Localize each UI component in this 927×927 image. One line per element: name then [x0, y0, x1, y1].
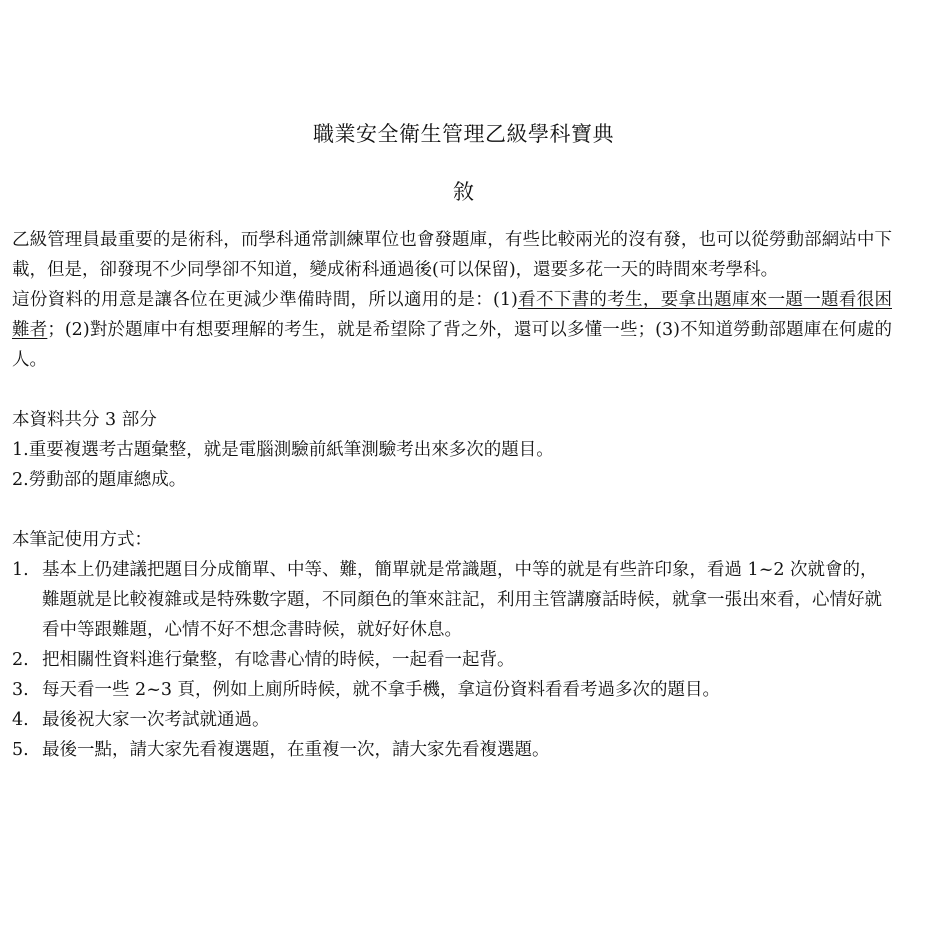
spacer — [12, 375, 892, 405]
spacer — [12, 495, 892, 525]
usage-item-number: 4. — [12, 710, 29, 730]
usage-item — [12, 675, 892, 705]
usage-item-text: 把相關性資料進行彙整，有唸書心情的時候，一起看一起背。 — [42, 650, 515, 670]
usage-item-text: 最後祝大家一次考試就通過。 — [42, 710, 270, 730]
usage-item-text: 最後一點，請大家先看複選題，在重複一次，請大家先看複選題。 — [42, 740, 550, 760]
usage-list — [12, 555, 892, 765]
usage-item-text: 基本上仍建議把題目分成簡單、中等、難，簡單就是常識題，中等的就是有些許印象，看過 1~2 次就會的，難題就是比較複雜或是特殊數字題，不同顏色的筆來註記，利用主管講廢話時候，就拿一張出來看，心情好就看中等跟難題，心情不好不想念書時候，就好好休息。 — [42, 560, 882, 640]
usage-item — [12, 555, 892, 645]
intro-2-text-a: 這份資料的用意是讓各位在更減少準備時間，所以適用的是：(1) — [12, 290, 518, 310]
intro-2-underlined-text: 看不下書的考生，要拿出題庫來一題一題看很困難者 — [12, 290, 892, 340]
usage-item-number: 3. — [12, 680, 29, 700]
usage-item-text: 每天看一些 2~3 頁，例如上廁所時候，就不拿手機，拿這份資料看看考過多次的題目。 — [42, 680, 721, 700]
parts-heading: 本資料共分 3 部分 — [12, 410, 157, 430]
parts-item-2: 2.勞動部的題庫總成。 — [12, 470, 187, 490]
parts-item-1: 1.重要複選考古題彙整，就是電腦測驗前紙筆測驗考出來多次的題目。 — [12, 440, 554, 460]
intro-paragraph-1: 乙級管理員最重要的是術科，而學科通常訓練單位也會發題庫，有些比較兩光的沒有發，也可以從勞動部網站中下載，但是，卻發現不少同學卻不知道，變成術科通過後(可以保留)，還要多花一天的時間來考學科。 — [12, 230, 892, 280]
preface-heading: 敘 — [453, 180, 474, 204]
usage-item-number: 2. — [12, 650, 29, 670]
document-body — [12, 225, 892, 765]
usage-heading: 本筆記使用方式： — [12, 530, 152, 550]
document-title: 職業安全衛生管理乙級學科寶典 — [313, 122, 614, 146]
usage-item-number: 5. — [12, 740, 29, 760]
usage-item-number: 1. — [12, 560, 29, 580]
usage-item — [12, 735, 892, 765]
usage-item — [12, 705, 892, 735]
intro-2-text-b: ；(2)對於題庫中有想要理解的考生，就是希望除了背之外，還可以多懂一些；(3)不知道勞動部題庫在何處的人。 — [12, 320, 893, 370]
intro-paragraph-2 — [12, 285, 892, 375]
usage-item — [12, 645, 892, 675]
